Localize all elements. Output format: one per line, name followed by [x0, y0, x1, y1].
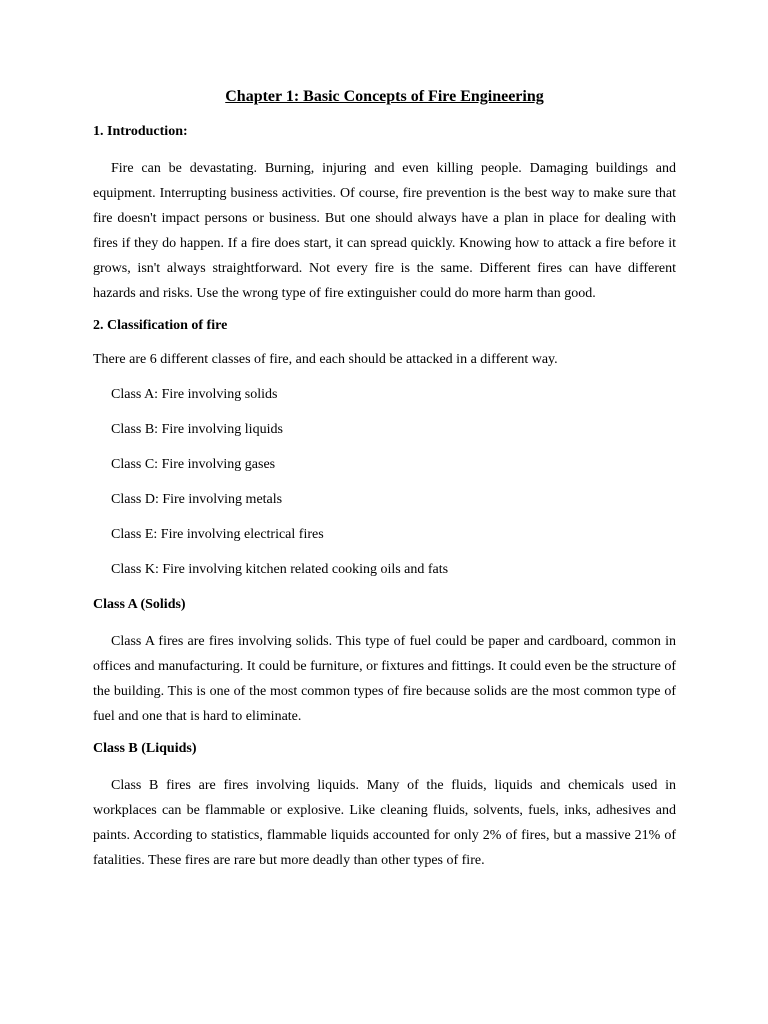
- list-item: Class D: Fire involving metals: [111, 492, 283, 507]
- introduction-paragraph: Fire can be devastating. Burning, injuring and even killing people. Damaging buildings and equipment. Interrupting business activities. Of course, fire prevention is the best way to make sure that fire doesn't impact persons or business. But one should always have a plan in place for dealing with fires if they do happen. If a fire does start, it can spread quickly. Knowing how to attack a fire before it grows, isn't always straightforward. Not every fire is the same. Different fires can have different hazards and risks. Use the wrong type of fire extinguisher could do more harm than good.: [93, 161, 676, 301]
- list-item: Class K: Fire involving kitchen related cooking oils and fats: [111, 562, 449, 577]
- page-title: Chapter 1: Basic Concepts of Fire Engineering: [225, 88, 544, 105]
- list-item: Class B: Fire involving liquids: [111, 422, 283, 437]
- section-heading-class-b: Class B (Liquids): [93, 741, 197, 756]
- section-heading-introduction: 1. Introduction:: [93, 124, 188, 139]
- class-b-paragraph: Class B fires are fires involving liquids. Many of the fluids, liquids and chemicals used in workplaces can be flammable or explosive. Like cleaning fluids, solvents, fuels, inks, adhesives and paints. According to statistics, flammable liquids accounted for only 2% of fires, but a massive 21% of fatalities. These fires are rare but more deadly than other types of fire.: [93, 778, 676, 868]
- fire-class-list: [93, 385, 676, 580]
- list-item: Class E: Fire involving electrical fires: [111, 527, 324, 542]
- section-heading-class-a: Class A (Solids): [93, 597, 186, 612]
- section-heading-classification: 2. Classification of fire: [93, 318, 228, 333]
- list-item: Class C: Fire involving gases: [111, 457, 276, 472]
- classification-intro: There are 6 different classes of fire, and each should be attacked in a different way.: [93, 352, 558, 367]
- class-a-paragraph: Class A fires are fires involving solids. This type of fuel could be paper and cardboard, common in offices and manufacturing. It could be furniture, or fixtures and fittings. It could even be the structure of the building. This is one of the most common types of fire because solids are the most common type of fuel and one that is hard to eliminate.: [93, 634, 676, 724]
- document-page: [93, 86, 676, 883]
- list-item: Class A: Fire involving solids: [111, 387, 278, 402]
